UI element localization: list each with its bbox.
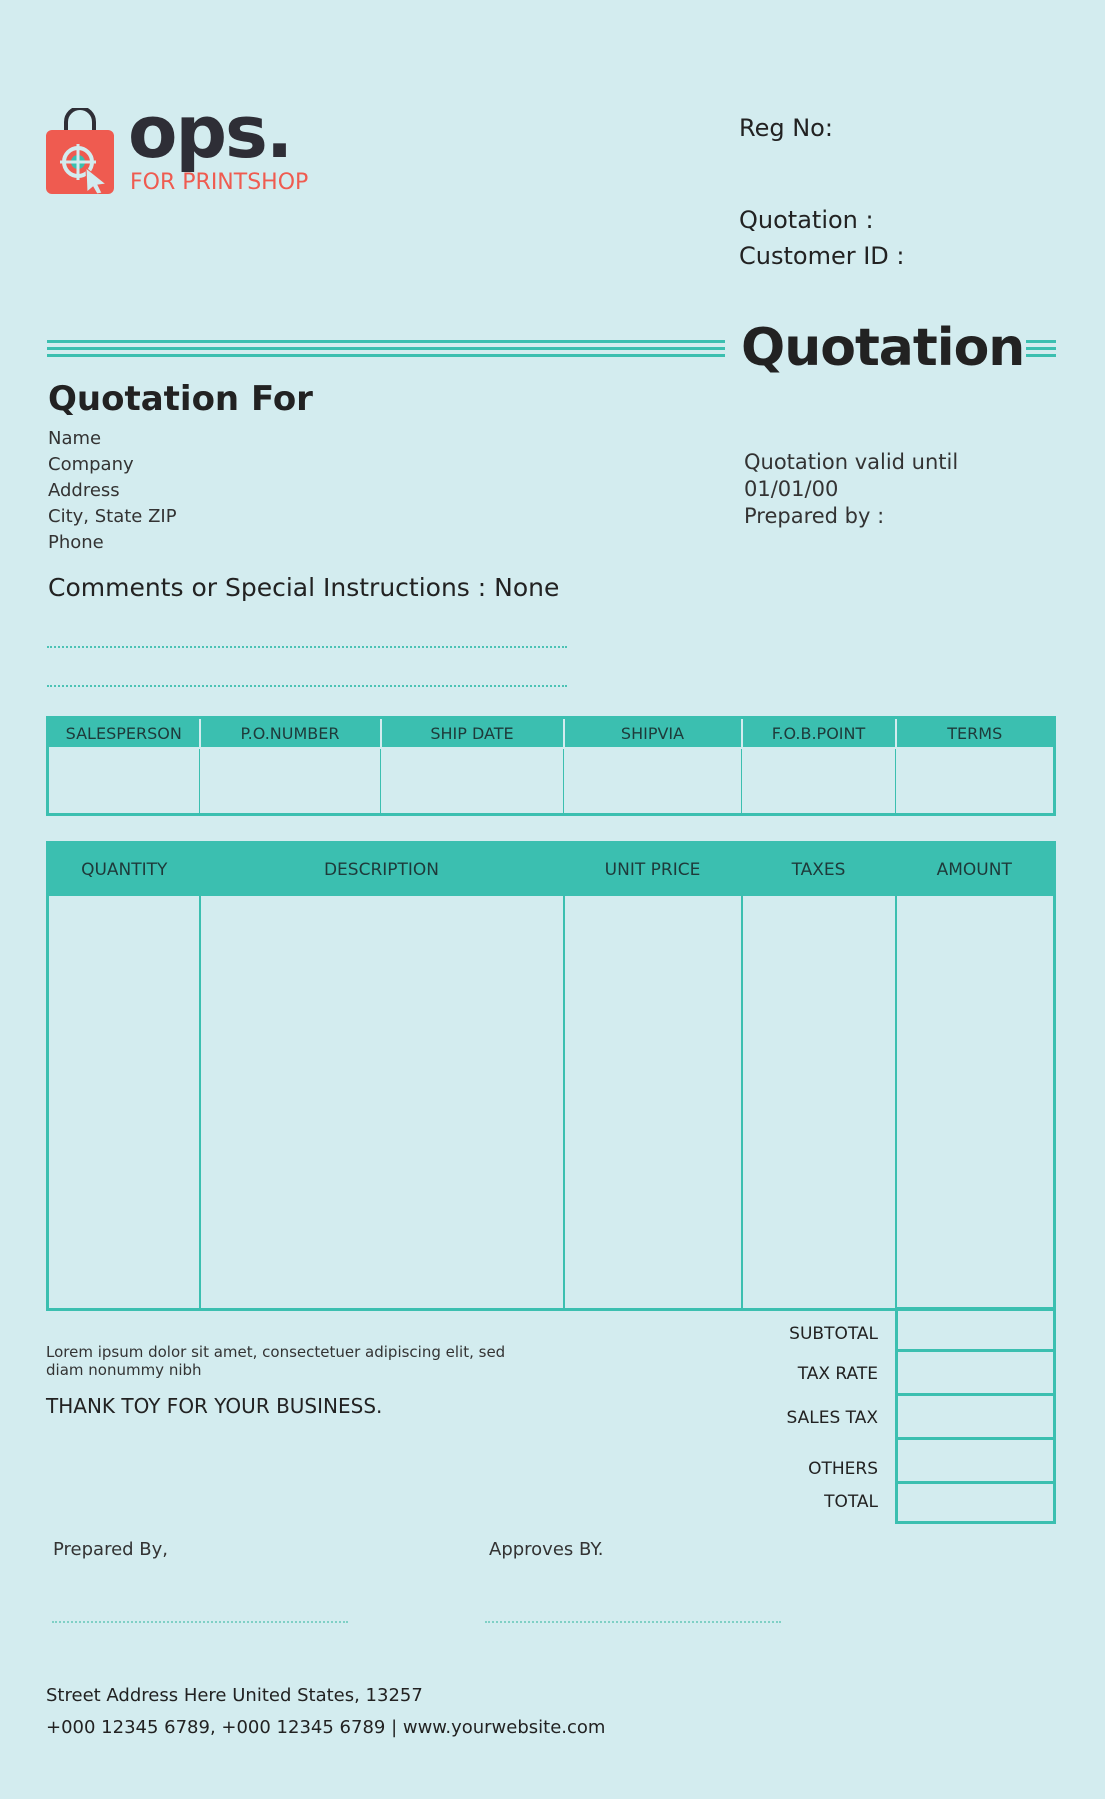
validity-block [744,451,958,532]
customer-address: Address [48,480,120,501]
footer-contact: +000 12345 6789, +000 12345 6789 | www.yourwebsite.com [46,1717,606,1738]
amount-header: AMOUNT [896,843,1055,897]
approved-by-signature-label: Approves BY. [489,1539,604,1560]
items-body-row [48,896,1055,1310]
customer-id-label: Customer ID : [739,242,905,270]
line-items-table [46,841,1056,1311]
comments-dotted-line-2 [47,685,567,687]
items-header-row [48,843,1055,897]
terms-header: TERMS [896,718,1055,749]
customer-address-block [48,429,177,559]
total-box[interactable] [895,1481,1056,1524]
ship-via-cell[interactable] [564,748,742,815]
tax-rate-label: TAX RATE [797,1364,878,1384]
subtotal-label: SUBTOTAL [789,1324,878,1344]
valid-until-date: 01/01/00 [744,477,839,501]
description-header: DESCRIPTION [200,843,564,897]
taxes-cell[interactable] [742,896,896,1310]
po-number-header: P.O.NUMBER [200,718,381,749]
document-title: Quotation [741,318,1025,378]
quantity-cell[interactable] [48,896,200,1310]
ship-date-cell[interactable] [381,748,564,815]
quantity-header: QUANTITY [48,843,200,897]
quotation-number-label: Quotation : [739,206,874,234]
subtotal-box[interactable] [895,1307,1056,1352]
comments-line: Comments or Special Instructions : None [48,573,560,602]
amount-cell[interactable] [896,896,1055,1310]
valid-until-label: Quotation valid until [744,450,959,474]
ship-date-header: SHIP DATE [381,718,564,749]
logo-bag-icon [46,108,114,194]
others-label: OTHERS [808,1459,878,1479]
shipping-header-row [48,718,1055,749]
logo-tagline-for: FOR [130,170,176,195]
prepared-by-label: Prepared by : [744,504,885,528]
approved-by-signature-line [485,1621,781,1623]
customer-phone: Phone [48,532,104,553]
customer-company: Company [48,454,134,475]
terms-cell[interactable] [896,748,1055,815]
unit-price-cell[interactable] [564,896,742,1310]
fob-point-cell[interactable] [742,748,896,815]
total-label: TOTAL [824,1492,878,1512]
fob-point-header: F.O.B.POINT [742,718,896,749]
salesperson-cell[interactable] [48,748,200,815]
customer-name: Name [48,428,102,449]
title-rule-right [1026,340,1056,361]
tax-rate-box[interactable] [895,1349,1056,1396]
others-box[interactable] [895,1437,1056,1484]
ship-via-header: SHIPVIA [564,718,742,749]
logo-tagline-printshop: PRINTSHOP [182,170,309,195]
taxes-header: TAXES [742,843,896,897]
salesperson-header: SALESPERSON [48,718,200,749]
customer-city-state-zip: City, State ZIP [48,506,177,527]
description-cell[interactable] [200,896,564,1310]
shipping-value-row [48,748,1055,815]
logo-wordmark: ops. [128,90,292,174]
po-number-cell[interactable] [200,748,381,815]
quotation-for-heading: Quotation For [48,379,313,419]
prepared-by-signature-label: Prepared By, [53,1539,169,1560]
notes-text: Lorem ipsum dolor sit amet, consectetuer adipiscing elit, sed diam nonummy nibh [46,1343,506,1379]
logo-tagline [130,172,308,194]
unit-price-header: UNIT PRICE [564,843,742,897]
comments-dotted-line-1 [47,646,567,648]
reg-no-label: Reg No: [739,114,833,142]
sales-tax-box[interactable] [895,1393,1056,1440]
thanks-message: THANK TOY FOR YOUR BUSINESS. [46,1394,383,1418]
shipping-info-table [46,716,1056,816]
footer-address: Street Address Here United States, 13257 [46,1685,423,1706]
prepared-by-signature-line [52,1621,348,1623]
sales-tax-label: SALES TAX [786,1408,878,1428]
title-rule-left [47,340,725,361]
